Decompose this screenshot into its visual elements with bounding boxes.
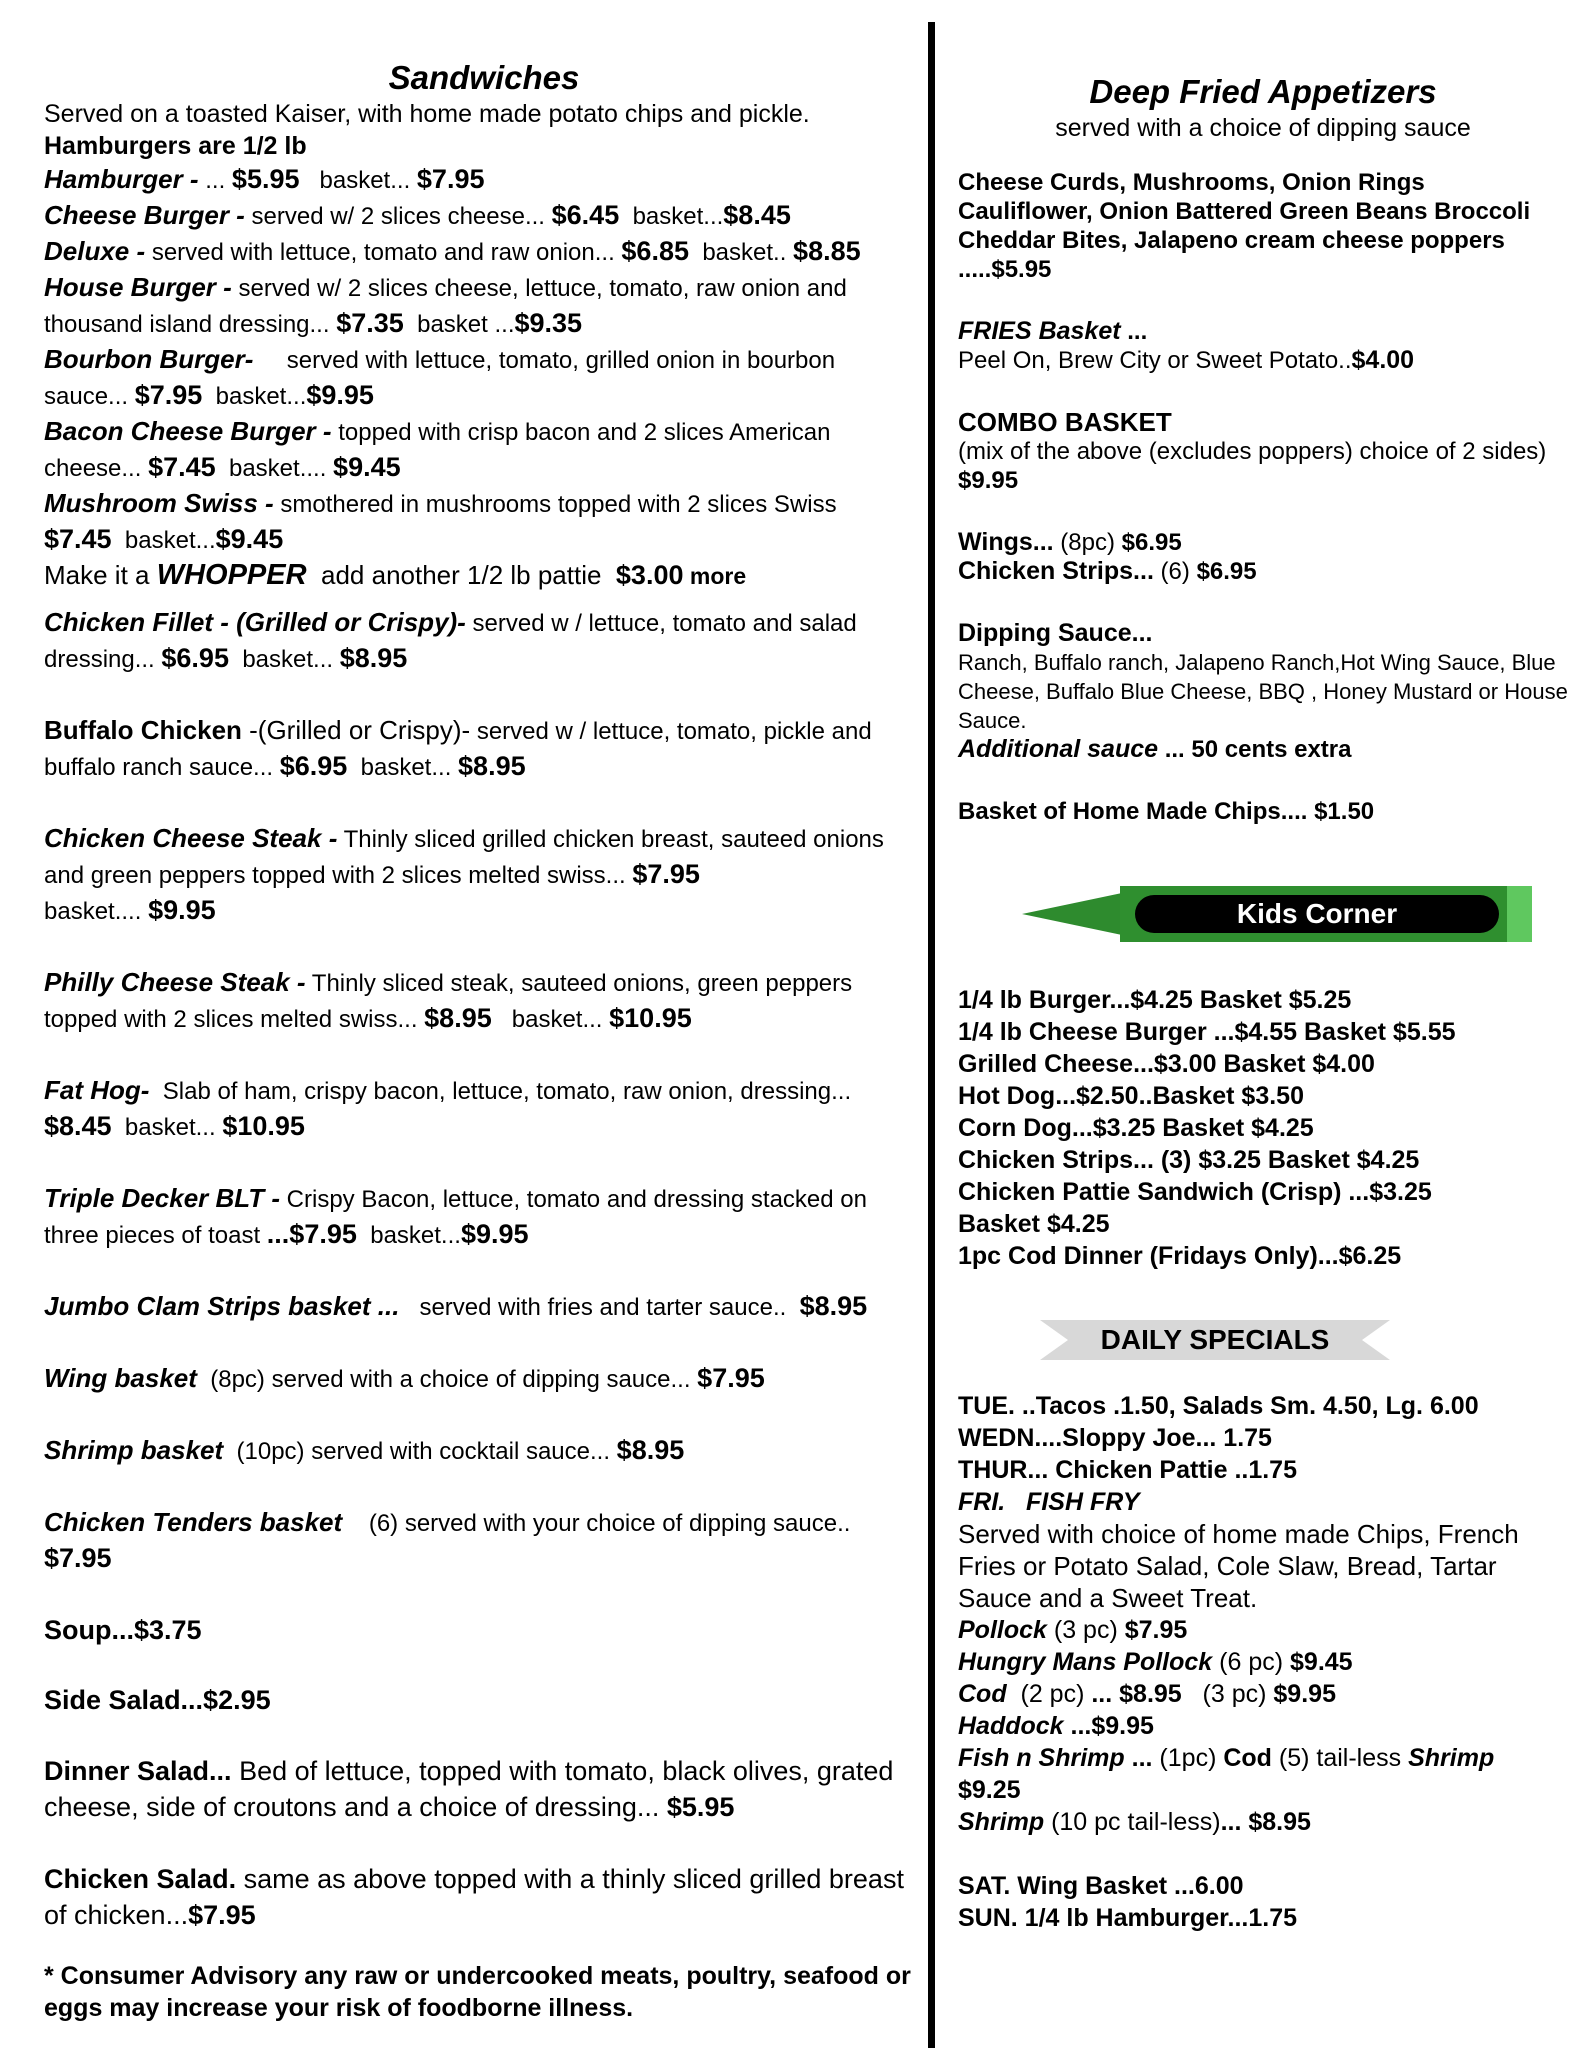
menu-item-dinner-salad: Dinner Salad... Bed of lettuce, topped with tomato, black olives, grated cheese, side of croutons and a choice of dressing... $5.95 <box>44 1756 894 1822</box>
special-wednesday: WEDN....Sloppy Joe... 1.75 <box>958 1424 1272 1452</box>
menu-item-wing-basket: Wing basket (8pc) served with a choice of dipping sauce... $7.95 <box>44 1363 765 1393</box>
menu-item-buffalo-chicken: Buffalo Chicken -(Grilled or Crispy)- served w / lettuce, tomato, pickle and buffalo ranch sauce... $6.95 basket... $8.95 <box>44 715 872 781</box>
sandwiches-title: Sandwiches <box>388 59 580 96</box>
kids-item: Hot Dog...$2.50..Basket $3.50 <box>958 1082 1304 1110</box>
sandwiches-subtitle: Served on a toasted Kaiser, with home made potato chips and pickle. <box>44 100 810 128</box>
fries-basket: FRIES Basket ... Peel On, Brew City or Sweet Potato..$4.00 <box>958 317 1415 374</box>
kids-item: 1/4 lb Burger...$4.25 Basket $5.25 <box>958 986 1352 1014</box>
special-friday: FRI. FISH FRY <box>958 1488 1140 1516</box>
kids-item: Corn Dog...$3.25 Basket $4.25 <box>958 1114 1314 1142</box>
wings-and-strips: Wings... (8pc) $6.95 Chicken Strips... (6) $6.95 <box>958 528 1257 585</box>
appetizer-price: .....$5.95 <box>958 256 1052 283</box>
menu-item-whopper: Make it a WHOPPER add another 1/2 lb pattie $3.00 more <box>44 559 747 591</box>
appetizers-list <box>958 168 1568 284</box>
menu-item-philly-cheese-steak: Philly Cheese Steak - Thinly sliced steak, sauteed onions, green peppers topped with 2 slices melted swiss... $8.95 basket... $10.95 <box>44 967 853 1033</box>
menu-item-side-salad: Side Salad...$2.95 <box>44 1685 271 1715</box>
appetizer-line: Cauliflower, Onion Battered Green Beans Broccoli <box>958 198 1531 225</box>
menu-item-bourbon-burger: Bourbon Burger- served with lettuce, tomato, grilled onion in bourbon sauce... $7.95 basket...$9.95 <box>44 344 842 410</box>
kids-item: 1pc Cod Dinner (Fridays Only)...$6.25 <box>958 1242 1402 1270</box>
menu-item-chicken-fillet: Chicken Fillet - (Grilled or Crispy)- served w / lettuce, tomato and salad dressing... $6.95 basket... $8.95 <box>44 607 857 673</box>
kids-item: 1/4 lb Cheese Burger ...$4.55 Basket $5.55 <box>958 1018 1456 1046</box>
kids-corner-title: Kids Corner <box>1135 895 1499 933</box>
consumer-advisory: * Consumer Advisory any raw or undercooked meats, poultry, seafood or eggs may increase your risk of foodborne illness. <box>44 1962 911 2022</box>
kids-item: Chicken Strips... (3) $3.25 Basket $4.25 <box>958 1146 1420 1174</box>
special-pollock: Pollock (3 pc) $7.95 <box>958 1616 1188 1644</box>
appetizer-line: Cheese Curds, Mushrooms, Onion Rings <box>958 169 1425 196</box>
menu-item-clam-strips: Jumbo Clam Strips basket ... served with fries and tarter sauce.. $8.95 <box>44 1291 868 1321</box>
special-haddock: Haddock ...$9.95 <box>958 1712 1154 1740</box>
special-fish-n-shrimp: Fish n Shrimp ... (1pc) Cod (5) tail-less Shrimp $9.25 <box>958 1744 1495 1804</box>
crayon-tip-icon <box>1022 893 1122 935</box>
appetizers-subtitle: served with a choice of dipping sauce <box>1055 114 1471 142</box>
menu-item-chicken-tenders: Chicken Tenders basket (6) served with your choice of dipping sauce.. $7.95 <box>44 1507 858 1573</box>
combo-basket: COMBO BASKET (mix of the above (excludes poppers) choice of 2 sides) $9.95 <box>958 407 1547 494</box>
chips-basket: Basket of Home Made Chips.... $1.50 <box>958 798 1375 825</box>
special-sunday: SUN. 1/4 lb Hamburger...1.75 <box>958 1904 1298 1932</box>
daily-specials-title: DAILY SPECIALS <box>1100 1324 1330 1355</box>
kids-menu <box>958 984 1568 1272</box>
kids-item: Chicken Pattie Sandwich (Crisp) ...$3.25 <box>958 1178 1432 1206</box>
menu-item-chicken-salad: Chicken Salad. same as above topped with a thinly sliced grilled breast of chicken...$7.95 <box>44 1864 904 1930</box>
menu-item-chicken-cheese-steak: Chicken Cheese Steak - Thinly sliced grilled chicken breast, sauteed onions and green peppers topped with 2 slices melted swiss... $7.95 basket.... $9.95 <box>44 823 884 925</box>
daily-specials-banner <box>1040 1320 1390 1360</box>
appetizer-line: Cheddar Bites, Jalapeno cream cheese poppers <box>958 227 1505 254</box>
crayon-end-icon <box>1507 886 1532 942</box>
right-column <box>958 72 1568 1934</box>
special-saturday: SAT. Wing Basket ...6.00 <box>958 1872 1244 1900</box>
menu-item-deluxe: Deluxe - served with lettuce, tomato and raw onion... $6.85 basket.. $8.85 <box>44 236 861 266</box>
menu-item-fat-hog: Fat Hog- Slab of ham, crispy bacon, lettuce, tomato, raw onion, dressing... $8.45 basket... $10.95 <box>44 1075 858 1141</box>
special-tuesday: TUE. ..Tacos .1.50, Salads Sm. 4.50, Lg. 6.00 <box>958 1392 1479 1420</box>
menu-item-shrimp-basket: Shrimp basket (10pc) served with cocktail sauce... $8.95 <box>44 1435 685 1465</box>
menu-item-soup: Soup...$3.75 <box>44 1615 202 1645</box>
dipping-sauce: Dipping Sauce... Ranch, Buffalo ranch, Jalapeno Ranch,Hot Wing Sauce, Blue Cheese, Buffalo Blue Cheese, BBQ , Honey Mustard or House Sauce. Additional sauce ... 50 cents extra <box>958 619 1568 763</box>
sandwiches-section <box>44 58 924 1933</box>
hamburger-note: Hamburgers are 1/2 lb <box>44 132 307 160</box>
kids-item: Grilled Cheese...$3.00 Basket $4.00 <box>958 1050 1375 1078</box>
daily-specials-list <box>958 1390 1568 1934</box>
column-divider <box>928 22 935 2048</box>
menu-item-mushroom-swiss: Mushroom Swiss - smothered in mushrooms topped with 2 slices Swiss $7.45 basket...$9.45 <box>44 488 837 554</box>
appetizers-title: Deep Fried Appetizers <box>1089 73 1437 110</box>
special-thursday: THUR... Chicken Pattie ..1.75 <box>958 1456 1297 1484</box>
menu-item-house-burger: House Burger - served w/ 2 slices cheese, lettuce, tomato, raw onion and thousand island dressing... $7.35 basket ...$9.35 <box>44 272 847 338</box>
menu-item-bacon-cheese-burger: Bacon Cheese Burger - topped with crisp bacon and 2 slices American cheese... $7.45 basket.... $9.45 <box>44 416 831 482</box>
special-cod: Cod (2 pc) ... $8.95 (3 pc) $9.95 <box>958 1680 1336 1708</box>
menu-item-triple-decker-blt: Triple Decker BLT - Crispy Bacon, lettuce, tomato and dressing stacked on three pieces of toast ...$7.95 basket...$9.95 <box>44 1183 867 1249</box>
special-friday-description: Served with choice of home made Chips, French Fries or Potato Salad, Cole Slaw, Bread, Tartar Sauce and a Sweet Treat. <box>958 1519 1519 1613</box>
menu-item-hamburger: Hamburger - ... $5.95 basket... $7.95 <box>44 164 485 194</box>
special-shrimp: Shrimp (10 pc tail-less)... $8.95 <box>958 1808 1311 1836</box>
menu-item-cheese-burger: Cheese Burger - served w/ 2 slices cheese... $6.45 basket...$8.45 <box>44 200 791 230</box>
special-hungry-mans-pollock: Hungry Mans Pollock (6 pc) $9.45 <box>958 1648 1353 1676</box>
kids-item: Basket $4.25 <box>958 1210 1110 1238</box>
kids-corner-banner <box>1022 886 1532 942</box>
